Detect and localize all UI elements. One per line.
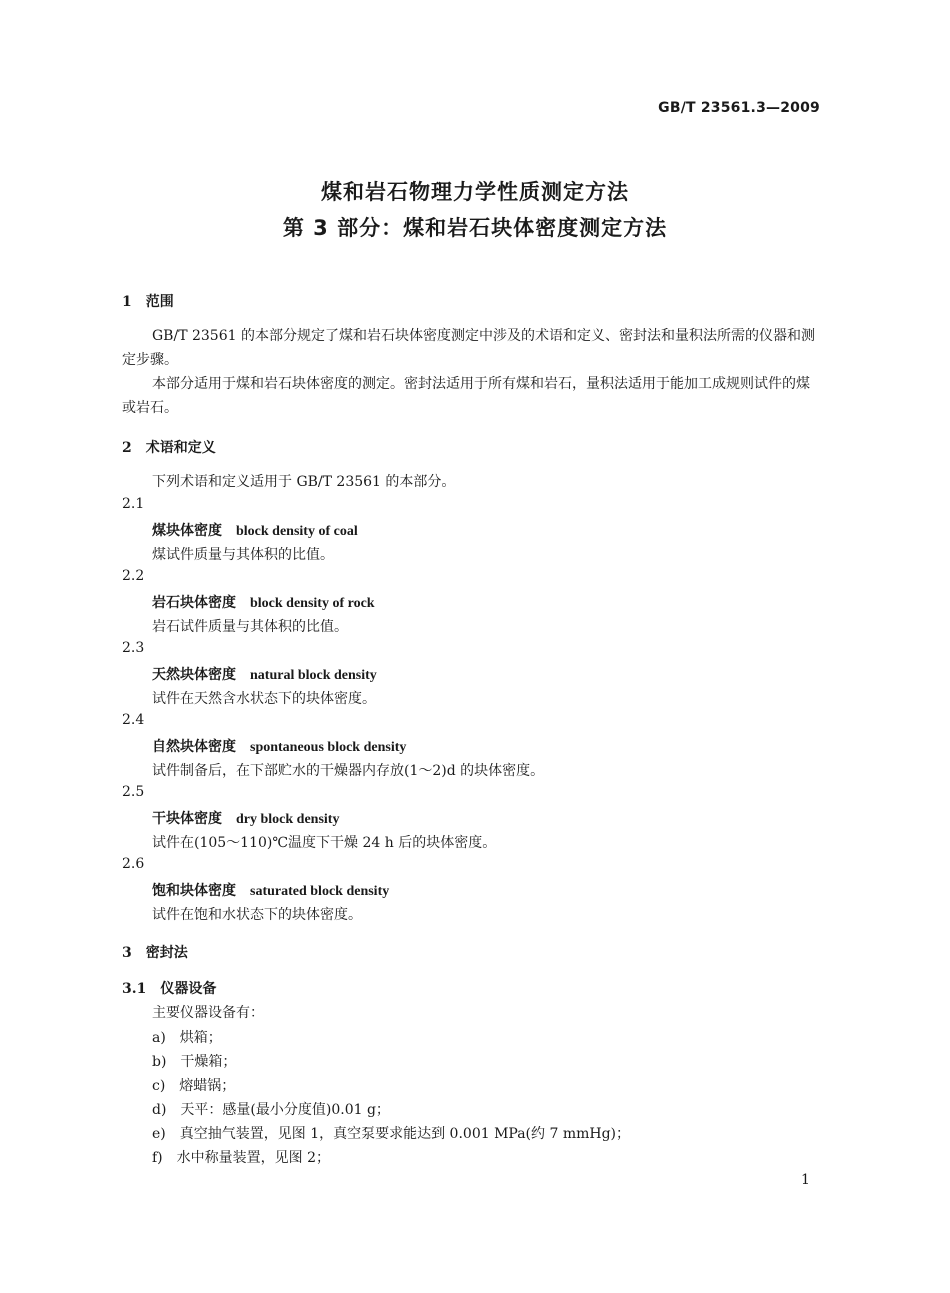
term-2-5-number: 2.5 [122, 784, 145, 800]
equipment-item-a: a) 烘箱； [152, 1030, 222, 1046]
section-2-heading: 2 术语和定义 [122, 440, 216, 456]
page-number: 1 [801, 1172, 810, 1188]
equipment-item-d: d) 天平：感量(最小分度值)0.01 g； [152, 1102, 390, 1118]
term-2-3-definition: 试件在天然含水状态下的块体密度。 [152, 691, 376, 707]
equipment-item-c: c) 熔蜡锅； [152, 1078, 236, 1094]
term-2-4-zh: 自然块体密度 [152, 739, 236, 755]
equipment-item-b: b) 干燥箱； [152, 1054, 237, 1070]
term-2-6-en: saturated block density [250, 884, 390, 899]
term-2-3-en: natural block density [250, 668, 377, 683]
term-2-2-en: block density of rock [250, 596, 375, 611]
term-2-6-zh: 饱和块体密度 [152, 883, 236, 899]
term-2-4-en: spontaneous block density [250, 740, 407, 755]
section-1-heading: 1 范围 [122, 294, 174, 310]
term-2-2-zh: 岩石块体密度 [152, 595, 236, 611]
section-2-intro: 下列术语和定义适用于 GB/T 23561 的本部分。 [152, 474, 456, 490]
term-2-1-number: 2.1 [122, 496, 145, 512]
section-3-1-intro: 主要仪器设备有： [152, 1005, 264, 1021]
standard-number: GB/T 23561.3—2009 [658, 100, 820, 116]
term-2-2-number: 2.2 [122, 568, 145, 584]
term-2-3-number: 2.3 [122, 640, 145, 656]
term-2-3-zh: 天然块体密度 [152, 667, 236, 683]
term-2-6-definition: 试件在饱和水状态下的块体密度。 [152, 907, 362, 923]
term-2-4-number: 2.4 [122, 712, 145, 728]
term-2-3-heading [152, 664, 377, 684]
term-2-1-definition: 煤试件质量与其体积的比值。 [152, 547, 334, 563]
term-2-1-heading [152, 520, 358, 540]
document-title-line1: 煤和岩石物理力学性质测定方法 [321, 180, 629, 204]
term-2-5-en: dry block density [236, 812, 340, 827]
term-2-6-number: 2.6 [122, 856, 145, 872]
term-2-1-zh: 煤块体密度 [152, 523, 222, 539]
term-2-4-definition: 试件制备后，在下部贮水的干燥器内存放(1～2)d 的块体密度。 [152, 763, 545, 779]
term-2-5-zh: 干块体密度 [152, 811, 222, 827]
term-2-5-definition: 试件在(105～110)℃温度下干燥 24 h 后的块体密度。 [152, 835, 497, 851]
term-2-5-heading [152, 808, 339, 828]
document-title-line2: 第 3 部分：煤和岩石块体密度测定方法 [282, 216, 668, 240]
term-2-6-heading [152, 880, 389, 900]
term-2-2-definition: 岩石试件质量与其体积的比值。 [152, 619, 348, 635]
term-2-1-en: block density of coal [236, 524, 358, 539]
section-3-heading: 3 密封法 [122, 945, 188, 961]
equipment-item-f: f) 水中称量装置，见图 2； [152, 1150, 331, 1166]
term-2-2-heading [152, 592, 375, 612]
section-3-1-heading: 3.1 仪器设备 [122, 981, 217, 997]
term-2-4-heading [152, 736, 406, 756]
equipment-item-e: e) 真空抽气装置，见图 1，真空泵要求能达到 0.001 MPa(约 7 mmHg)； [152, 1126, 631, 1142]
section-1-paragraph-2: 本部分适用于煤和岩石块体密度的测定。密封法适用于所有煤和岩石，量积法适用于能加工成规则试件的煤或岩石。 [122, 376, 810, 416]
section-1-paragraph-1: GB/T 23561 的本部分规定了煤和岩石块体密度测定中涉及的术语和定义、密封法和量积法所需的仪器和测定步骤。 [122, 328, 815, 368]
